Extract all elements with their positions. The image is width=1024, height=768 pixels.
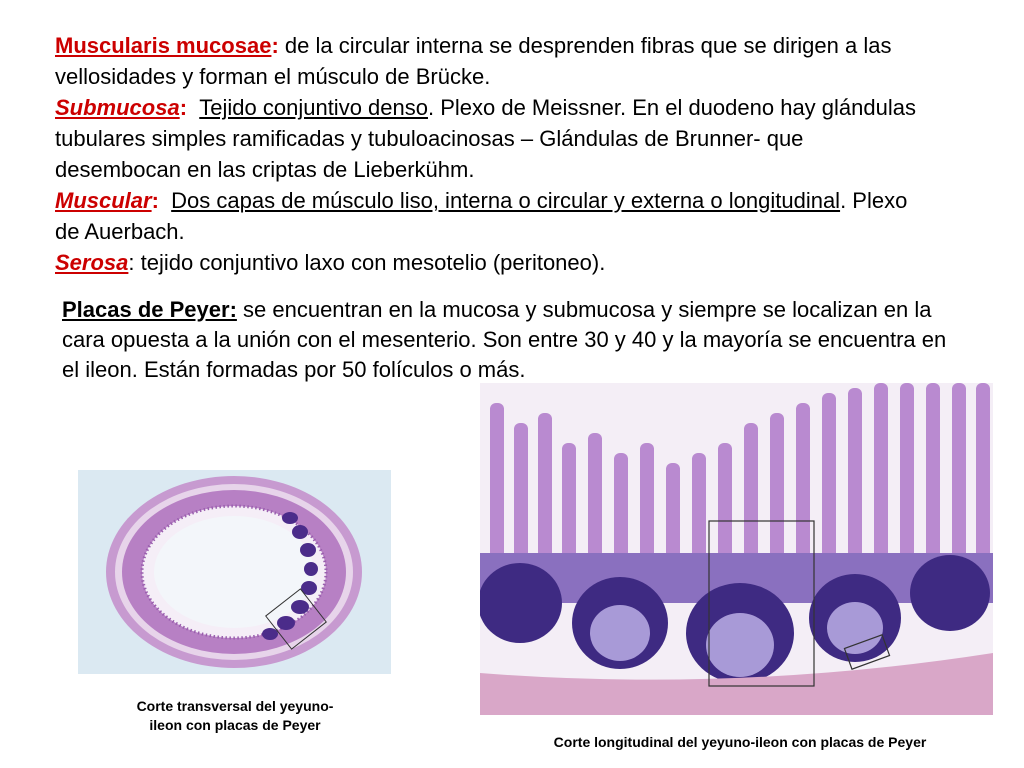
submucosa-highlight: Tejido conjuntivo denso xyxy=(199,95,428,120)
submucosa-paragraph xyxy=(55,92,935,185)
submucosa-desc: . Plexo de Meissner. En el duodeno hay glándulas tubulares simples ramificadas y tubuloacinosas – Glándulas de Brunner- que desembocan en las criptas de Lieberkühm. xyxy=(55,95,916,182)
transverse-section-micrograph xyxy=(78,470,391,674)
serosa-term: Serosa xyxy=(55,250,129,275)
muscular-paragraph xyxy=(55,185,935,247)
muscularis-mucosae-colon: : xyxy=(271,33,279,58)
muscularis-mucosae-term: Muscularis mucosae xyxy=(55,33,272,58)
peyer-patches-text xyxy=(62,295,962,385)
muscular-desc: . Plexo de Auerbach. xyxy=(55,188,908,244)
muscular-term: Muscular xyxy=(55,188,152,213)
serosa-paragraph xyxy=(55,247,935,278)
peyer-desc: se encuentran en la mucosa y submucosa y siempre se localizan en la cara opuesta a la unión con el mesenterio. Son entre 30 y 40 y la mayoría se encuentra en el ileon. Están formadas por 50 folículos o más. xyxy=(62,297,947,382)
submucosa-term: Submucosa xyxy=(55,95,180,120)
muscularis-mucosae-desc: de la circular interna se desprenden fibras que se dirigen a las vellosidades y forman el músculo de Brücke. xyxy=(55,33,892,89)
transverse-caption-line2: ileon con placas de Peyer xyxy=(149,717,321,733)
submucosa-colon: : xyxy=(179,95,200,120)
peyer-paragraph xyxy=(62,295,962,385)
serosa-desc: : tejido conjuntivo laxo con mesotelio (peritoneo). xyxy=(128,250,606,275)
longitudinal-section-micrograph xyxy=(480,383,993,715)
muscular-colon: : xyxy=(151,188,172,213)
transverse-caption-line1: Corte transversal del yeyuno- xyxy=(136,698,334,714)
intestinal-layers-text xyxy=(55,30,935,278)
muscular-highlight: Dos capas de músculo liso, interna o circular y externa o longitudinal xyxy=(171,188,841,213)
transverse-section-caption xyxy=(90,697,380,735)
longitudinal-section-caption: Corte longitudinal del yeyuno-ileon con placas de Peyer xyxy=(553,734,927,750)
muscularis-mucosae-paragraph xyxy=(55,30,935,92)
peyer-term: Placas de Peyer: xyxy=(62,297,237,322)
